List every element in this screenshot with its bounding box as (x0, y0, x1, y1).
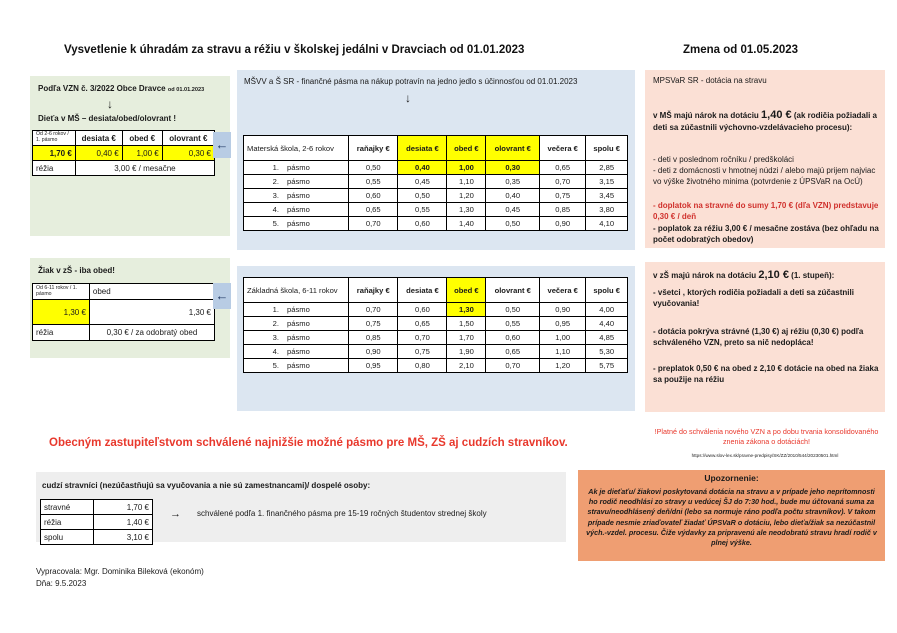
vzn-ms-heading-date: od 01.01.2023 (167, 87, 205, 93)
footer (36, 566, 204, 590)
cell-header-obed: obed (89, 284, 214, 300)
cell-value-obed: 1,00 € (122, 146, 162, 161)
cell-value: 0,45 (398, 175, 447, 189)
cell-value: 0,75 (540, 189, 586, 203)
mpsvar-ms-claim (653, 108, 879, 134)
cell-value: 1,90 (447, 345, 486, 359)
cell-value: 0,85 (540, 203, 586, 217)
cell-corner-label: Materská škola, 2-6 rokov (244, 136, 349, 161)
cell-header-obed: obed € (122, 131, 162, 146)
col-header-obed: obed € (447, 136, 486, 161)
vzn-ms-heading (38, 84, 204, 95)
mpsvar-ms-amount: 1,40 € (761, 109, 792, 121)
cell-value: 0,80 (398, 359, 447, 373)
table-row (33, 284, 215, 300)
table-row (244, 303, 628, 317)
col-header-ranajky: raňajky € (349, 278, 398, 303)
col-header-vecera: večera € (540, 136, 586, 161)
arrow-right-icon: → (170, 508, 181, 520)
cell-value: 0,70 (349, 303, 398, 317)
cell-value: 4,85 (586, 331, 628, 345)
cell-value: 0,95 (540, 317, 586, 331)
table-row (33, 146, 215, 161)
foreign-diners-body (41, 500, 153, 545)
col-header-desiata: desiata € (398, 136, 447, 161)
cell-value: 1,00 (540, 331, 586, 345)
footer-author: Vypracovala: Mgr. Dominika Bileková (ekonóm) (36, 567, 204, 576)
col-header-vecera: večera € (540, 278, 586, 303)
cell-header-age: Od 2-6 rokov / 1. pásmo (33, 131, 76, 146)
mpsvar-zs-claim (653, 268, 879, 283)
cell-rezia-label: réžia (33, 161, 76, 176)
cell-value: 0,40 (486, 189, 540, 203)
mpsvar-zs-bullet-3: - preplatok 0,50 € na obed z 2,10 € dotácie na obed na žiaka sa použije na réžiu (653, 364, 879, 384)
cell-value: 2,85 (586, 161, 628, 175)
change-title: Zmena od 01.05.2023 (683, 44, 799, 56)
page-title: Vysvetlenie k úhradám za stravu a réžiu v školskej jedálni v Dravciach od 01.01.2023 (64, 44, 525, 56)
cell-value: 0,35 (486, 175, 540, 189)
cell-value: 1,20 (447, 189, 486, 203)
cell-band-label: 2. pásmo (244, 317, 349, 331)
cell-value: 0,70 (349, 217, 398, 231)
cell-value: 0,50 (398, 189, 447, 203)
cell-value: 5,75 (586, 359, 628, 373)
msvv-heading: MŠVV a Š SR - finančné pásma na nákup potravín na jedno jedlo s účinnosťou od 01.01.2023 (244, 77, 578, 86)
cell-value: 0,65 (349, 203, 398, 217)
cell-value: 0,45 (486, 203, 540, 217)
table-row (244, 203, 628, 217)
cell-value: 0,55 (349, 175, 398, 189)
note-valid-until: !Platné do schválenia nového VZN a po dobu trvania konsolidovaného znenia zákona o dotáciách! (654, 427, 879, 446)
cell-value: 5,30 (586, 345, 628, 359)
cell-value: 0,90 (540, 217, 586, 231)
mpsvar-ms-bullet-3: - doplatok na stravné do sumy 1,70 € (dľa VZN) predstavuje 0,30 € / deň (653, 201, 879, 221)
cell-band-label: 5. pásmo (244, 217, 349, 231)
cell-value: 0,95 (349, 359, 398, 373)
table-row (33, 325, 215, 341)
warning-title: Upozornenie: (704, 473, 759, 483)
cell-value: 0,85 (349, 331, 398, 345)
cell-value: 0,55 (486, 317, 540, 331)
cell-value-total: 1,70 € (33, 146, 76, 161)
cell-value: 0,70 (540, 175, 586, 189)
cell-band-label: 1. pásmo (244, 303, 349, 317)
cell-value: 1,40 (447, 217, 486, 231)
cell-value: 0,70 (398, 331, 447, 345)
mpsvar-zs-claim-pre: v zŠ majú nárok na dotáciu (653, 271, 759, 280)
cell-rezia-value: 3,00 € / mesačne (75, 161, 214, 176)
cell-corner-label: Základná škola, 6-11 rokov (244, 278, 349, 303)
cell-value: 1,70 € (94, 500, 153, 515)
table-row (244, 189, 628, 203)
cell-value: 1,10 (540, 345, 586, 359)
cell-value: 0,60 (398, 217, 447, 231)
mpsvar-ms-bullet-1: - deti v poslednom ročníku / predškoláci (653, 155, 794, 164)
cell-value: 0,30 (486, 161, 540, 175)
ms-finance-table (243, 135, 628, 231)
cell-rezia-label: réžia (33, 325, 90, 341)
cell-band-label: 4. pásmo (244, 345, 349, 359)
cell-value: 1,50 (447, 317, 486, 331)
cell-value: 3,10 € (94, 530, 153, 545)
table-header-row (244, 278, 628, 303)
cell-band-label: 3. pásmo (244, 189, 349, 203)
cell-value: 1,20 (540, 359, 586, 373)
arrow-left-ms-icon: ← (213, 132, 231, 158)
cell-value: 0,40 (398, 161, 447, 175)
cell-value: 0,50 (486, 217, 540, 231)
cell-value: 0,50 (349, 161, 398, 175)
col-header-ranajky: raňajky € (349, 136, 398, 161)
cell-value: 3,45 (586, 189, 628, 203)
cell-value: 0,60 (398, 303, 447, 317)
foreign-diners-table (40, 499, 153, 545)
cell-value-obed: 1,30 € (89, 300, 214, 325)
table-row (41, 500, 153, 515)
vzn-zs-heading: Žiak v zŠ - iba obed! (38, 266, 115, 275)
table-row (244, 217, 628, 231)
cell-value: 4,00 (586, 303, 628, 317)
law-url-link[interactable]: https://www.slov-lex.sk/pravne-predpisy/SK/ZZ/2010/544/20230501.html (691, 453, 839, 458)
cell-label: réžia (41, 515, 94, 530)
table-row (41, 515, 153, 530)
arrow-down-icon: ↓ (405, 91, 411, 105)
mpsvar-ms-bullet-4: - poplatok za réžiu 3,00 € / mesačne zostáva (bez ohľadu na počet odobratých obedov) (653, 224, 879, 244)
cell-value: 0,65 (540, 161, 586, 175)
table-row (33, 161, 215, 176)
ms-finance-body (244, 161, 628, 231)
cell-value: 1,30 (447, 303, 486, 317)
cell-value: 1,00 (447, 161, 486, 175)
table-row (244, 161, 628, 175)
cell-value: 2,10 (447, 359, 486, 373)
table-row (244, 345, 628, 359)
col-header-obed: obed € (447, 278, 486, 303)
table-header-row (244, 136, 628, 161)
mpsvar-ms-panel (645, 70, 885, 248)
arrow-down-icon: ↓ (107, 97, 113, 111)
banner-approved-lowest-band: Obecným zastupiteľstvom schválené najnižšie možné pásmo pre MŠ, ZŠ aj cudzích stravníkov. (49, 437, 568, 449)
cell-value: 0,70 (486, 359, 540, 373)
vzn-ms-table (32, 130, 215, 176)
cell-value: 0,60 (349, 189, 398, 203)
vzn-ms-heading-text: Podľa VZN č. 3/2022 Obce Dravce (38, 84, 166, 93)
table-row (33, 131, 215, 146)
cell-value: 4,40 (586, 317, 628, 331)
warning-body: Ak je dieťaťu/ žiakovi poskytovaná dotácia na stravu a v prípade jeho neprítomnosti ho rodič neodhlási zo stravy u vedúcej ŠJ do 7:30 hod., bude mu účtovaná suma za stravu/neodhlásený deň/dni (lebo sa normuje ráno podľa počtu stravníkov). V takom prípade nesmie zriaďovateľ žiadať ÚPSVaR o dotáciu, lebo dieťa/žiak sa nezúčastnil vých.-vzdel. procesu. Čiže výdavky za pripravenú ale neodobratú stravu hradí rodič v plnej výške. (586, 487, 877, 548)
col-header-desiata: desiata € (398, 278, 447, 303)
cell-value: 0,90 (540, 303, 586, 317)
mpsvar-ms-claim-pre: v MŠ majú nárok na dotáciu (653, 111, 762, 120)
cell-header-olovrant: olovrant € (162, 131, 214, 146)
cell-value: 0,65 (486, 345, 540, 359)
foreign-diners-note: schválené podľa 1. finančného pásma pre 15-19 ročných študentov strednej školy (197, 509, 487, 518)
cell-band-label: 2. pásmo (244, 175, 349, 189)
cell-value: 0,75 (349, 317, 398, 331)
cell-value-stravne: 1,30 € (33, 300, 90, 325)
vzn-ms-subheading: Dieťa v MŠ – desiata/obed/olovrant ! (38, 114, 177, 123)
cell-band-label: 5. pásmo (244, 359, 349, 373)
foreign-diners-heading: cudzí stravníci (nezúčastňujú sa vyučovania a nie sú zamestnancami)/ dospelé osoby: (42, 481, 371, 490)
mpsvar-zs-amount: 2,10 € (758, 269, 789, 281)
cell-value: 4,10 (586, 217, 628, 231)
table-row (244, 317, 628, 331)
cell-header-desiata: desiata € (75, 131, 122, 146)
cell-value: 3,15 (586, 175, 628, 189)
cell-band-label: 1. pásmo (244, 161, 349, 175)
warning-panel (578, 470, 885, 561)
table-row (244, 331, 628, 345)
mpsvar-ms-bullet-2: - deti z domácnosti v hmotnej núdzi / alebo majú prijem najviac vo výške životného minima (potvrdenie z ÚPSVaR na OcÚ) (653, 166, 876, 186)
table-row (33, 300, 215, 325)
cell-value: 1,30 (447, 203, 486, 217)
cell-value-desiata: 0,40 € (75, 146, 122, 161)
cell-value: 0,50 (486, 303, 540, 317)
mpsvar-ms-claim-post: (ak rodičia požiadali a deti sa zúčastnili výchovno-vzdelávacieho procesu): (653, 111, 877, 132)
mpsvar-zs-claim-post: (1. stupeň): (788, 271, 835, 280)
cell-value: 0,65 (398, 317, 447, 331)
mpsvar-zs-bullet-2: - dotácia pokrýva strávné (1,30 €) aj réžiu (0,30 €) podľa schváleného VZN, preto sa nič nedopláca! (653, 327, 864, 347)
vzn-zs-table (32, 283, 215, 341)
cell-value: 0,60 (486, 331, 540, 345)
table-row (244, 175, 628, 189)
cell-value: 0,90 (349, 345, 398, 359)
col-header-spolu: spolu € (586, 278, 628, 303)
table-row (244, 359, 628, 373)
zs-finance-body (244, 303, 628, 373)
cell-value: 1,70 (447, 331, 486, 345)
mpsvar-zs-bullet-1: - všetci , ktorých rodičia požiadali a deti sa zúčastnili vyučovania! (653, 288, 854, 308)
col-header-olovrant: olovrant € (486, 278, 540, 303)
footer-date: Dňa: 9.5.2023 (36, 579, 87, 588)
col-header-spolu: spolu € (586, 136, 628, 161)
cell-band-label: 4. pásmo (244, 203, 349, 217)
cell-value: 0,75 (398, 345, 447, 359)
cell-value: 3,80 (586, 203, 628, 217)
cell-value: 1,10 (447, 175, 486, 189)
cell-label: stravné (41, 500, 94, 515)
arrow-left-zs-icon: ← (213, 283, 231, 309)
zs-finance-table (243, 277, 628, 373)
cell-value: 1,40 € (94, 515, 153, 530)
cell-label: spolu (41, 530, 94, 545)
mpsvar-heading: MPSVaR SR - dotácia na stravu (653, 76, 767, 85)
cell-rezia-value: 0,30 € / za odobratý obed (89, 325, 214, 341)
cell-value-olovrant: 0,30 € (162, 146, 214, 161)
table-row (41, 530, 153, 545)
cell-value: 0,55 (398, 203, 447, 217)
mpsvar-zs-panel (645, 262, 885, 412)
cell-band-label: 3. pásmo (244, 331, 349, 345)
col-header-olovrant: olovrant € (486, 136, 540, 161)
cell-header-age: Od 6-11 rokov / 1. pásmo (33, 284, 90, 300)
